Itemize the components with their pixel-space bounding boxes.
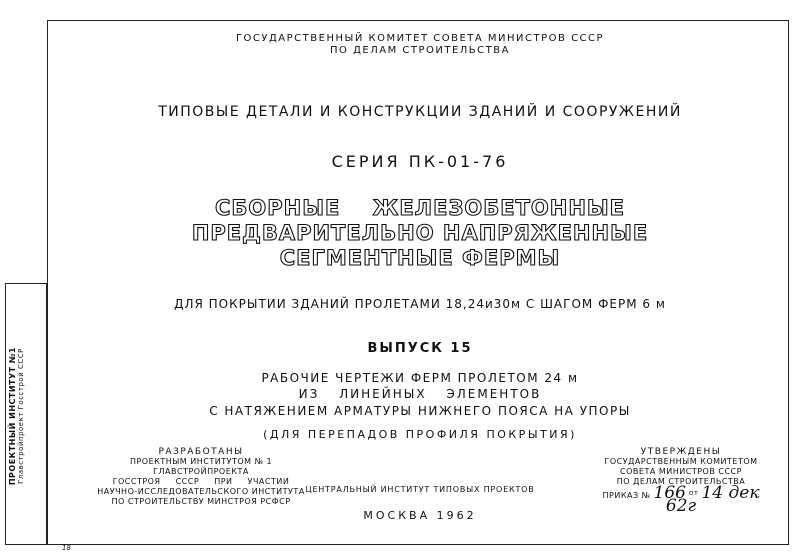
main-title-line2: ПРЕДВАРИТЕЛЬНО НАПРЯЖЕННЫЕ [191, 221, 649, 245]
order-number: 166 [653, 483, 686, 503]
developed-line: НАУЧНО-ИССЛЕДОВАТЕЛЬСКОГО ИНСТИТУТА [97, 487, 305, 496]
developed-line: ГОССТРОЯ СССР ПРИ УЧАСТИИ [112, 477, 290, 486]
approved-heading: УТВЕРЖДЕНЫ [640, 447, 722, 457]
developed-block [86, 447, 316, 507]
main-title-line3: СЕГМЕНТНЫЕ ФЕРМЫ [279, 246, 561, 270]
developed-heading: РАЗРАБОТАНЫ [158, 447, 244, 457]
approved-order [586, 483, 776, 516]
approved-line: ПО ДЕЛАМ СТРОИТЕЛЬСТВА [616, 477, 746, 486]
order-from: от [689, 489, 699, 497]
corner-mark: 18 [62, 544, 71, 552]
order-label: ПРИКАЗ № [602, 491, 651, 500]
order-date: 14 дек 62г [665, 483, 760, 516]
approved-block [586, 447, 776, 514]
issue-note: (ДЛЯ ПЕРЕПАДОВ ПРОФИЛЯ ПОКРЫТИЯ) [263, 428, 577, 441]
issue-line1: РАБОЧИЕ ЧЕРТЕЖИ ФЕРМ ПРОЛЕТОМ 24 м [261, 371, 579, 385]
issue-line2: ИЗ ЛИНЕЙНЫХ ЭЛЕМЕНТОВ [298, 387, 542, 401]
issue-line3: С НАТЯЖЕНИЕМ АРМАТУРЫ НИЖНЕГО ПОЯСА НА УПОРЫ [209, 404, 631, 418]
subtitle: ДЛЯ ПОКРЫТИИ ЗДАНИЙ ПРОЛЕТАМИ 18,24и30м С ШАГОМ ФЕРМ 6 м [174, 297, 666, 311]
institute-name: ЦЕНТРАЛЬНЫЙ ИНСТИТУТ ТИПОВЫХ ПРОЕКТОВ [305, 485, 535, 494]
developed-line: ПРОЕКТНЫМ ИНСТИТУТОМ № 1 ГЛАВСТРОЙПРОЕКТА [129, 457, 273, 476]
committee-sub-line: ПО ДЕЛАМ СТРОИТЕЛЬСТВА [330, 45, 510, 56]
approved-line: СОВЕТА МИНИСТРОВ СССР [620, 467, 742, 476]
main-title-line1: СБОРНЫЕ ЖЕЛЕЗОБЕТОННЫЕ [214, 196, 626, 220]
stamp-text: ПРОЕКТНЫЙ ИНСТИТУТ №1 Главстройпроект Госстрой СССР [8, 346, 25, 486]
typical-title: ТИПОВЫЕ ДЕТАЛИ И КОНСТРУКЦИИ ЗДАНИЙ И СООРУЖЕНИЙ [158, 104, 682, 120]
series-title: СЕРИЯ ПК-01-76 [331, 152, 509, 171]
committee-line: ГОСУДАРСТВЕННЫЙ КОМИТЕТ СОВЕТА МИНИСТРОВ СССР [235, 33, 605, 44]
city-year: МОСКВА 1962 [363, 509, 477, 522]
developed-line: ПО СТРОИТЕЛЬСТВУ МИНСТРОЯ РСФСР [111, 497, 291, 506]
issue-label: ВЫПУСК 15 [367, 341, 473, 356]
approved-line: ГОСУДАРСТВЕННЫМ КОМИТЕТОМ [604, 457, 758, 466]
